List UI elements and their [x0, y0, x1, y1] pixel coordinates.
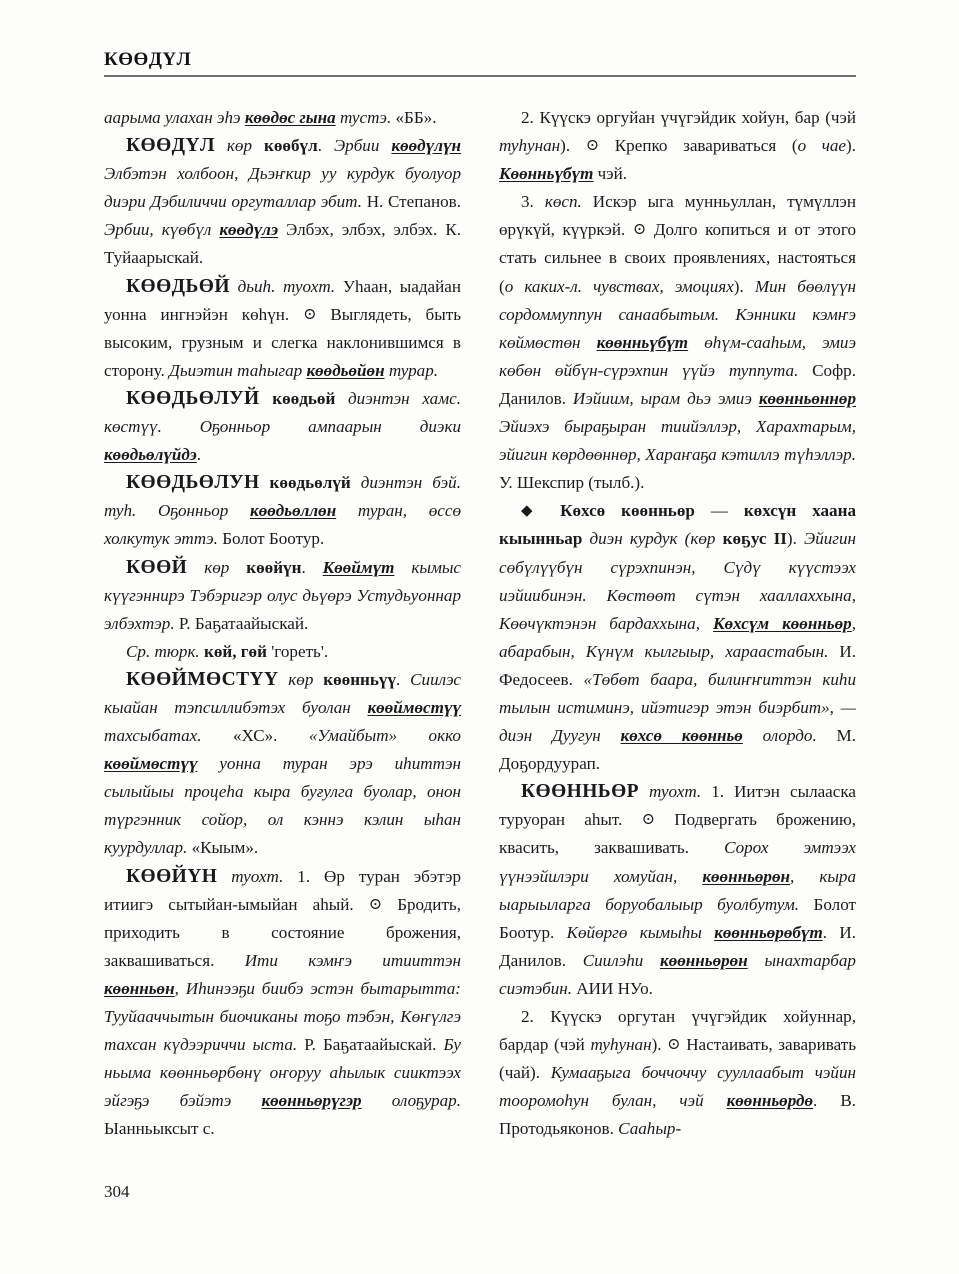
left-column [104, 104, 461, 1143]
text-run: Сиилэс кыайан тэпсиллибэтэх буолан [104, 669, 462, 717]
entry-headword: КӨӨЙ [126, 556, 188, 578]
text-run: Кумааҕыга боччоччу сууллаабыт чэйин тооромоһун булан, чэй [499, 1063, 857, 1111]
text-run: Дьиэтин таһыгар [169, 360, 307, 380]
text-run: «ББ». [395, 108, 437, 127]
text-run: Крепко завариваться ( [599, 136, 798, 156]
text-run: Иитэн сылааска туруоран аһыт. [499, 782, 856, 830]
text-run: өһүм-сааһым, эмиэ көбөн өйбүн-сүрэхпин үүйэ туппута. [499, 332, 856, 380]
dictionary-entry [104, 666, 461, 863]
cited-form: көөнньөннөр [758, 388, 856, 408]
text-run: олордо. [742, 726, 837, 746]
dictionary-entry [104, 273, 461, 385]
continuation-paragraph [104, 104, 461, 132]
text-run: Р. Баҕатаайыскай. [304, 1035, 444, 1055]
text-run: Өр туран эбэтэр итиигэ сытыйан-ымыйан аһый. [104, 866, 461, 914]
text-run: — [710, 501, 744, 521]
sense-paragraph [499, 1003, 856, 1143]
text-run: көр [214, 136, 265, 156]
text-run: Болот Боотур. [222, 529, 325, 549]
entry-headword: КӨӨДҮЛ [126, 135, 215, 157]
text-run: Көхсө көөнньөр [544, 501, 711, 521]
dictionary-entry [104, 132, 461, 272]
text-run: . [813, 1091, 841, 1111]
cited-form: Көөймүт [322, 557, 395, 577]
text-run: «Төбөт баара, билиҥҥиттэн киһи тылын истиминэ, ийэтигэр этэн биэрбит», — диэн Дуугун [499, 669, 856, 746]
text-run: туохт. [217, 866, 298, 886]
text-run: 'гореть'. [271, 641, 329, 661]
text-run: . [317, 136, 334, 156]
entry-headword: КӨӨДЬӨЙ [126, 275, 230, 297]
cited-form: көөдөс гына [244, 108, 336, 127]
text-run: Болот Боотур. [499, 894, 856, 942]
text-run: о чае [797, 136, 847, 156]
text-run: Бу ньыма көөнньөрбөнү оҥоруу аһылык сииктээх эйгэҕэ бэйэтэ [104, 1035, 462, 1111]
text-run: ). [560, 136, 586, 156]
page-header [104, 50, 856, 85]
text-run: «Умайбыт» окко [308, 726, 461, 746]
text-run: дьиһ. туохт. [229, 276, 343, 296]
text-run: Уһаан, ыадайан уонна ингнэйэн көһүн. [104, 276, 461, 324]
text-run: туохт. [638, 782, 712, 802]
sense-paragraph [499, 104, 856, 188]
cited-form: көөдүлүн [391, 136, 462, 156]
cited-form: көөнньөрөн [660, 950, 748, 970]
dictionary-entry [104, 385, 461, 469]
text-run: У. Шекспир (тылб.). [499, 473, 645, 493]
text-run: . [196, 445, 202, 465]
text-run: , Иһинээҕи биибэ эстэн бытарытта: Тууйааччытын биочиканы тоҕо тэбэн, Көҥүлгэ тахсан күдээриччи ыста. [104, 978, 461, 1055]
text-run: туһунан [590, 1035, 652, 1055]
idiom-paragraph [499, 497, 856, 778]
entry-headword: КӨӨННЬӨР [521, 781, 639, 803]
text-run: ). [651, 1035, 668, 1055]
text-run: Көйөргө кымыһы [566, 922, 715, 942]
text-run: Иэйиим, ырам дьэ эмиэ [572, 388, 759, 408]
text-run: Элбэтэн холбоон, Дьэҥкир уу курдук буолуор диэри Дэбиличчи оргуталлар эбит. [104, 164, 461, 212]
text-run: , кыра ыарыыларга боруобалыыр буолбутум. [499, 866, 856, 914]
text-run: көөдьөй [259, 388, 349, 408]
text-run: Элбэх, элбэх, элбэх. [278, 220, 446, 240]
sense-marker-icon: ⊙ [667, 1036, 681, 1054]
cited-form: көөдьөлүйдэ [104, 445, 197, 465]
text-run: Күүскэ оргутан үчүгэйдик хойуннар, бардар (чэй [499, 1007, 857, 1055]
text-run: . [396, 669, 411, 689]
text-run: тахсыбатах. [104, 726, 233, 746]
text-run: көр [278, 669, 324, 689]
text-run: диэн курдук (көр [589, 529, 723, 549]
text-run: «Кыым». [191, 838, 259, 858]
cited-form: көөдьөйөн [306, 360, 385, 380]
sense-marker-icon: ⊙ [632, 221, 647, 239]
entry-headword: КӨӨДЬӨЛУЙ [126, 387, 260, 409]
text-run: . [301, 557, 323, 577]
sense-marker-icon: ⊙ [303, 305, 317, 323]
entry-headword: КӨӨЙҮН [126, 865, 218, 887]
cited-form: көөдьөллөн [250, 501, 337, 521]
text-run: кымыс күүгэннирэ Тэбэригэр олус дьүөрэ Устудьуоннар элбэхтэр. [104, 557, 462, 633]
text-run: 1. [711, 782, 735, 802]
etymology-paragraph [104, 638, 461, 666]
cited-form: көөдүлэ [219, 220, 279, 240]
cited-form: Көхсүм көөнньөр [712, 613, 852, 633]
text-run: В. Протодьяконов. [499, 1091, 856, 1139]
text-run: көөйүн [246, 557, 302, 577]
sense-paragraph [499, 188, 856, 497]
entry-headword: КӨӨЙМӨСТҮҮ [126, 668, 279, 690]
idiom-marker-icon: ◆ [521, 503, 545, 520]
cited-form: көөймөстүү [104, 754, 198, 774]
text-run: уонна туран эрэ иһиттэн сылыйыы процеһа кыра буғулга буолар, онон түргэнник сойор, ол кэннэ кэлин ыһан куурдуллар. [104, 754, 461, 858]
text-run: тустэ. [335, 108, 396, 127]
sense-marker-icon: ⊙ [368, 895, 383, 913]
text-run: Долго копиться и от этого стать сильнее в своих проявлениях, настояться ( [499, 220, 856, 296]
page-number: 304 [104, 1182, 130, 1201]
text-run: 2. [521, 1007, 551, 1026]
text-run: Оҕонньор [158, 501, 251, 521]
text-run: диэнтэн хамс. көстүү. [104, 388, 461, 437]
running-head: КӨӨДҮЛ [104, 49, 192, 70]
text-columns [104, 104, 856, 1143]
cited-form: көөнньөрүгэр [261, 1091, 362, 1111]
dictionary-entry [499, 778, 856, 1003]
text-run: Эйиэхэ быраҕыран тиийэллэр, Харахтарым, эйигин көрдөөннөр, Хараҥаҕа кэтиллэ түһэллэр. [499, 417, 856, 465]
cited-form: көөнньөрөн [702, 866, 791, 886]
cited-form: көөнньүбүт [596, 332, 689, 352]
text-run: И. Федосеев. [499, 641, 856, 689]
text-run: Эрбии [333, 136, 392, 156]
text-run: Ыанньыксыт с. [104, 1119, 215, 1139]
text-run: Ити кэмҥэ итииттэн [244, 950, 461, 970]
text-run: көй, гөй [203, 641, 272, 661]
text-run: , абарабын, Күнүм кылгыыр, хараастабын. [499, 613, 856, 661]
text-run: Ср. тюрк. [126, 641, 204, 661]
text-run: ). [786, 529, 805, 549]
text-run: Настаивать, заваривать (чай). [499, 1035, 856, 1083]
text-run: көр [187, 557, 247, 577]
text-run: көхсүн хаана кыынньар [499, 501, 856, 549]
text-run: АИИ НУо. [576, 978, 653, 998]
text-run: Выглядеть, быть высоким, грузным и слегка наклонившимся в сторону. [104, 304, 461, 380]
text-run: . [822, 922, 840, 942]
text-run: Н. Степанов. [366, 192, 461, 212]
text-run: көҕус II [722, 529, 787, 549]
sense-marker-icon: ⊙ [585, 137, 600, 155]
right-column [499, 104, 856, 1143]
text-run: ). [846, 136, 856, 156]
text-run: 3. [521, 192, 545, 212]
dictionary-entry [104, 863, 461, 1144]
text-run: көөбүл [264, 136, 318, 156]
text-run: К. Туйаарыскай. [104, 220, 461, 268]
text-run: көсп. [544, 192, 593, 212]
text-run: диэнтэн бэй. туһ. [104, 473, 461, 521]
cited-form: Көөнньүбүт [499, 164, 594, 184]
text-run: Искэр ыга мунньуллан, түмүллэн өрүкүй, күүркэй. [499, 192, 856, 240]
text-run: И. Данилов. [499, 922, 856, 970]
cited-form: көөнньөн [104, 978, 175, 998]
text-run: олоҕурар. [361, 1091, 461, 1111]
text-run: туран, өссө холкутук эттэ. [104, 501, 461, 549]
text-run: көөнньүү [323, 669, 397, 689]
text-run: Мин бөөлүүн сордоммуппун санаабытым. Кэнники кэмҥэ көймөстөн [499, 276, 856, 352]
text-run: Бродить, приходить в состояние брожения, заквашиваться. [104, 894, 461, 970]
cited-form: көөнньөрөбүт [714, 922, 823, 942]
text-run: аарыма улахан эһэ [104, 108, 245, 127]
text-run: Р. Баҕатаайыскай. [178, 613, 309, 633]
text-run: Подвергать брожению, квасить, заквашивать. [499, 810, 857, 858]
entry-headword: КӨӨДЬӨЛУН [126, 472, 260, 494]
text-run: көөдьөлүй [259, 473, 361, 493]
text-run: Сааһыр- [618, 1119, 682, 1139]
text-run: 2. [521, 108, 540, 127]
text-run: Оҕонньор ампаарын диэки [199, 417, 461, 437]
text-run: Сиилэһи [582, 950, 661, 970]
sense-marker-icon: ⊙ [641, 811, 656, 829]
text-run: чэй. [593, 164, 628, 184]
text-run: ынахтарбар сиэтэбин. [499, 950, 856, 998]
text-run: 1. [297, 866, 325, 886]
cited-form: көөнньөрдө [726, 1091, 814, 1111]
header-rule [104, 75, 856, 77]
cited-form: көөймөстүү [367, 697, 461, 717]
text-run: Софр. Данилов. [499, 360, 856, 408]
text-run: Эйигин сөбүлүүбүн сүрэхпинэн, Сүдү күүстээх иэйиибинэн. Көстөөт сүтэн хааллаххына, Көөчүктэнэн бардаххына, [499, 529, 856, 633]
text-run: Күүскэ оргуйан үчүгэйдик хойун, бар (чэй [539, 108, 857, 127]
text-run: Эрбии, күөбүл [104, 220, 220, 240]
cited-form: көхсө көөнньө [620, 726, 743, 746]
dictionary-entry [104, 554, 461, 638]
text-run: туһунан [499, 136, 561, 156]
dictionary-entry [104, 469, 461, 553]
text-run: Сорох эмтээх үүнээйилэри хомуйан, [499, 838, 856, 886]
text-run: турар. [384, 360, 439, 380]
text-run: ). [733, 276, 755, 296]
text-run: о каких-л. чувствах, эмоциях [504, 276, 734, 296]
text-run: «ХС». [232, 726, 309, 746]
text-run: М. Доҕордуурап. [499, 726, 856, 774]
